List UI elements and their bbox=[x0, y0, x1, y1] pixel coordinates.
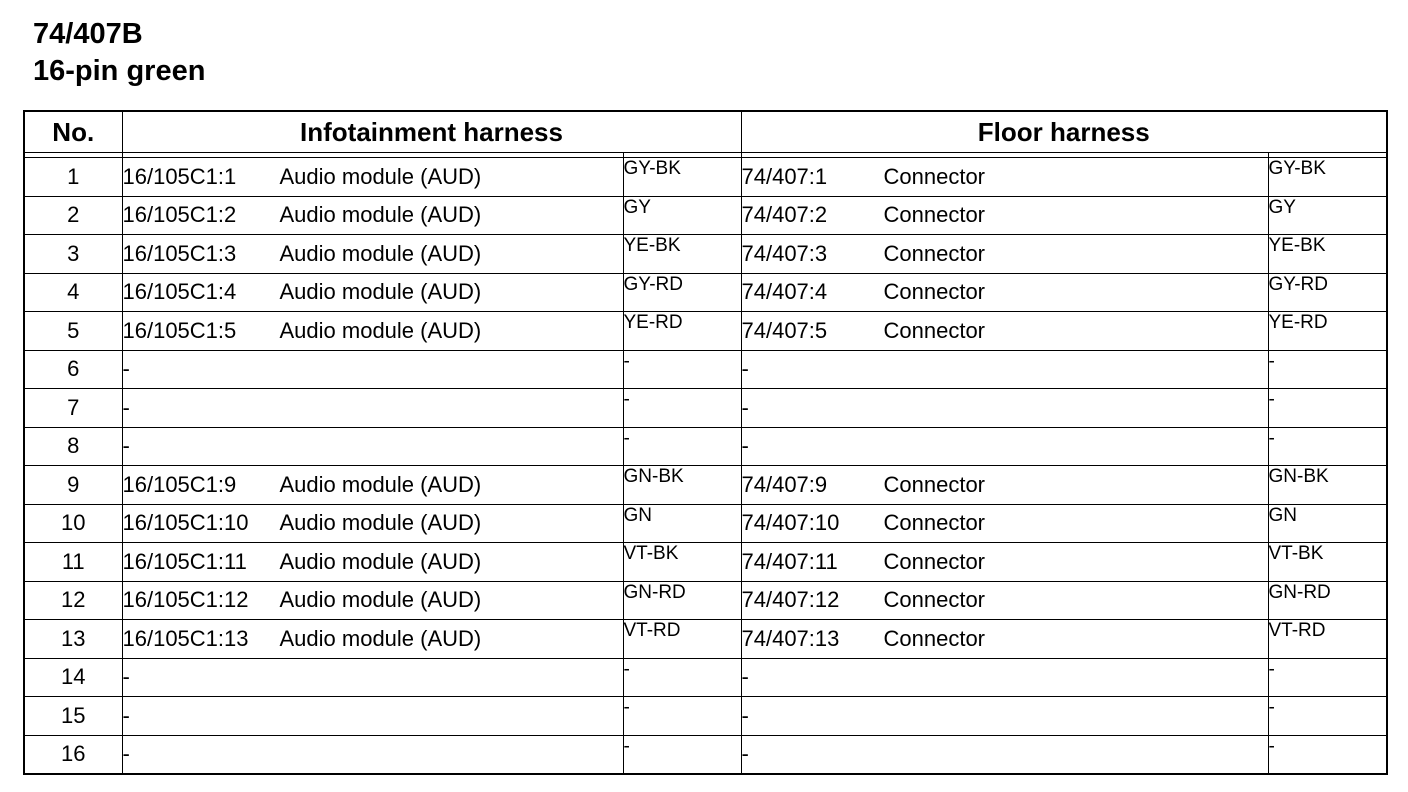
table-row bbox=[24, 735, 1387, 774]
pin-number: 4 bbox=[24, 273, 122, 312]
document-title bbox=[33, 16, 205, 90]
floor-pin-id: 74/407:3 bbox=[741, 240, 828, 266]
header-floor-harness: Floor harness bbox=[741, 111, 1387, 153]
infotainment-wire-color: YE-BK bbox=[623, 235, 741, 274]
table-row bbox=[24, 196, 1387, 235]
table-row bbox=[24, 350, 1387, 389]
infotainment-wire-color: YE-RD bbox=[623, 312, 741, 351]
infotainment-pin-id: - bbox=[122, 741, 130, 767]
infotainment-pin-cell bbox=[122, 158, 623, 197]
pin-number: 16 bbox=[24, 735, 122, 774]
infotainment-wire-color: - bbox=[623, 427, 741, 466]
pin-number: 5 bbox=[24, 312, 122, 351]
floor-pin-id: - bbox=[741, 702, 749, 728]
infotainment-pin-id: - bbox=[122, 433, 130, 459]
floor-wire-color: GN bbox=[1268, 504, 1387, 543]
infotainment-pin-description: Audio module (AUD) bbox=[279, 202, 482, 228]
infotainment-pin-cell bbox=[122, 658, 623, 697]
infotainment-pin-id: - bbox=[122, 664, 130, 690]
floor-pin-cell bbox=[741, 620, 1268, 659]
floor-pin-cell bbox=[741, 697, 1268, 736]
table-row bbox=[24, 158, 1387, 197]
infotainment-pin-id: 16/105C1:10 bbox=[122, 510, 249, 536]
infotainment-pin-cell bbox=[122, 350, 623, 389]
pin-number: 6 bbox=[24, 350, 122, 389]
table-header-row bbox=[24, 111, 1387, 153]
floor-pin-cell bbox=[741, 273, 1268, 312]
floor-pin-cell bbox=[741, 543, 1268, 582]
table-body bbox=[24, 158, 1387, 775]
pin-number: 2 bbox=[24, 196, 122, 235]
floor-wire-color: GN-BK bbox=[1268, 466, 1387, 505]
floor-pin-id: 74/407:11 bbox=[741, 548, 838, 574]
infotainment-pin-id: 16/105C1:1 bbox=[122, 163, 237, 189]
infotainment-wire-color: GY-BK bbox=[623, 158, 741, 197]
infotainment-pin-cell bbox=[122, 389, 623, 428]
infotainment-pin-cell bbox=[122, 620, 623, 659]
floor-pin-id: - bbox=[741, 356, 749, 382]
infotainment-wire-color: - bbox=[623, 389, 741, 428]
pin-number: 1 bbox=[24, 158, 122, 197]
floor-wire-color: - bbox=[1268, 658, 1387, 697]
table-row bbox=[24, 389, 1387, 428]
infotainment-wire-color: - bbox=[623, 735, 741, 774]
infotainment-wire-color: - bbox=[623, 658, 741, 697]
floor-pin-id: 74/407:12 bbox=[741, 587, 840, 613]
floor-pin-cell bbox=[741, 196, 1268, 235]
infotainment-pin-description: Audio module (AUD) bbox=[279, 471, 482, 497]
infotainment-wire-color: GN-BK bbox=[623, 466, 741, 505]
infotainment-pin-cell bbox=[122, 427, 623, 466]
infotainment-pin-id: 16/105C1:9 bbox=[122, 471, 237, 497]
infotainment-pin-id: 16/105C1:12 bbox=[122, 587, 249, 613]
infotainment-pin-cell bbox=[122, 235, 623, 274]
floor-pin-cell bbox=[741, 158, 1268, 197]
table-row bbox=[24, 620, 1387, 659]
connector-subtitle: 16-pin green bbox=[33, 55, 206, 87]
floor-wire-color: YE-RD bbox=[1268, 312, 1387, 351]
infotainment-pin-cell bbox=[122, 466, 623, 505]
infotainment-pin-description: Audio module (AUD) bbox=[279, 510, 482, 536]
infotainment-pin-id: - bbox=[122, 394, 130, 420]
infotainment-pin-id: - bbox=[122, 356, 130, 382]
infotainment-pin-id: 16/105C1:4 bbox=[122, 279, 237, 305]
floor-wire-color: - bbox=[1268, 389, 1387, 428]
floor-pin-description: Connector bbox=[883, 471, 986, 497]
infotainment-pin-description: Audio module (AUD) bbox=[279, 163, 482, 189]
floor-pin-description: Connector bbox=[883, 279, 986, 305]
floor-pin-id: 74/407:10 bbox=[741, 510, 840, 536]
infotainment-pin-cell bbox=[122, 697, 623, 736]
pin-number: 14 bbox=[24, 658, 122, 697]
floor-pin-description: Connector bbox=[883, 625, 986, 651]
table-row bbox=[24, 235, 1387, 274]
table-row bbox=[24, 273, 1387, 312]
infotainment-wire-color: GY-RD bbox=[623, 273, 741, 312]
table-row bbox=[24, 312, 1387, 351]
floor-pin-cell bbox=[741, 312, 1268, 351]
table-row bbox=[24, 427, 1387, 466]
floor-pin-description: Connector bbox=[883, 163, 986, 189]
infotainment-pin-description: Audio module (AUD) bbox=[279, 317, 482, 343]
floor-pin-id: 74/407:5 bbox=[741, 317, 828, 343]
floor-wire-color: GY bbox=[1268, 196, 1387, 235]
infotainment-pin-cell bbox=[122, 196, 623, 235]
infotainment-wire-color: GY bbox=[623, 196, 741, 235]
pin-number: 13 bbox=[24, 620, 122, 659]
floor-pin-cell bbox=[741, 581, 1268, 620]
pin-number: 3 bbox=[24, 235, 122, 274]
floor-pin-cell bbox=[741, 350, 1268, 389]
infotainment-pin-cell bbox=[122, 735, 623, 774]
infotainment-wire-color: - bbox=[623, 697, 741, 736]
floor-wire-color: VT-RD bbox=[1268, 620, 1387, 659]
floor-pin-cell bbox=[741, 658, 1268, 697]
floor-pin-description: Connector bbox=[883, 317, 986, 343]
floor-wire-color: GN-RD bbox=[1268, 581, 1387, 620]
floor-pin-cell bbox=[741, 735, 1268, 774]
infotainment-wire-color: - bbox=[623, 350, 741, 389]
header-infotainment-harness: Infotainment harness bbox=[122, 111, 741, 153]
infotainment-pin-id: 16/105C1:11 bbox=[122, 548, 247, 574]
infotainment-wire-color: GN-RD bbox=[623, 581, 741, 620]
floor-pin-cell bbox=[741, 235, 1268, 274]
floor-pin-cell bbox=[741, 466, 1268, 505]
floor-pin-description: Connector bbox=[883, 240, 986, 266]
floor-pin-id: 74/407:1 bbox=[741, 163, 828, 189]
infotainment-pin-id: 16/105C1:2 bbox=[122, 202, 237, 228]
floor-wire-color: YE-BK bbox=[1268, 235, 1387, 274]
floor-pin-id: 74/407:2 bbox=[741, 202, 828, 228]
infotainment-wire-color: VT-BK bbox=[623, 543, 741, 582]
table-row bbox=[24, 504, 1387, 543]
pin-number: 15 bbox=[24, 697, 122, 736]
header-no: No. bbox=[24, 111, 122, 153]
floor-pin-id: - bbox=[741, 433, 749, 459]
floor-wire-color: GY-RD bbox=[1268, 273, 1387, 312]
floor-pin-description: Connector bbox=[883, 202, 986, 228]
pin-number: 10 bbox=[24, 504, 122, 543]
table-row bbox=[24, 658, 1387, 697]
infotainment-pin-description: Audio module (AUD) bbox=[279, 279, 482, 305]
floor-pin-cell bbox=[741, 427, 1268, 466]
connector-id: 74/407B bbox=[33, 18, 143, 50]
pin-number: 7 bbox=[24, 389, 122, 428]
floor-pin-id: 74/407:4 bbox=[741, 279, 828, 305]
floor-pin-id: - bbox=[741, 664, 749, 690]
floor-wire-color: GY-BK bbox=[1268, 158, 1387, 197]
floor-pin-cell bbox=[741, 389, 1268, 428]
infotainment-pin-cell bbox=[122, 581, 623, 620]
table-row bbox=[24, 466, 1387, 505]
infotainment-wire-color: GN bbox=[623, 504, 741, 543]
infotainment-pin-cell bbox=[122, 273, 623, 312]
infotainment-pin-cell bbox=[122, 504, 623, 543]
infotainment-pin-cell bbox=[122, 312, 623, 351]
pin-number: 8 bbox=[24, 427, 122, 466]
floor-wire-color: - bbox=[1268, 350, 1387, 389]
floor-pin-id: - bbox=[741, 394, 749, 420]
pin-number: 9 bbox=[24, 466, 122, 505]
floor-wire-color: - bbox=[1268, 735, 1387, 774]
infotainment-pin-id: - bbox=[122, 702, 130, 728]
floor-wire-color: - bbox=[1268, 697, 1387, 736]
floor-pin-id: 74/407:9 bbox=[741, 471, 828, 497]
pin-assignment-table bbox=[23, 110, 1388, 775]
table-row bbox=[24, 697, 1387, 736]
infotainment-pin-description: Audio module (AUD) bbox=[279, 548, 482, 574]
pin-number: 12 bbox=[24, 581, 122, 620]
floor-pin-description: Connector bbox=[883, 587, 986, 613]
floor-wire-color: - bbox=[1268, 427, 1387, 466]
infotainment-wire-color: VT-RD bbox=[623, 620, 741, 659]
floor-pin-description: Connector bbox=[883, 510, 986, 536]
floor-pin-id: 74/407:13 bbox=[741, 625, 840, 651]
floor-pin-description: Connector bbox=[883, 548, 986, 574]
floor-pin-cell bbox=[741, 504, 1268, 543]
infotainment-pin-description: Audio module (AUD) bbox=[279, 587, 482, 613]
infotainment-pin-id: 16/105C1:13 bbox=[122, 625, 249, 651]
infotainment-pin-id: 16/105C1:5 bbox=[122, 317, 237, 343]
floor-pin-id: - bbox=[741, 741, 749, 767]
infotainment-pin-description: Audio module (AUD) bbox=[279, 240, 482, 266]
pin-number: 11 bbox=[24, 543, 122, 582]
table-row bbox=[24, 581, 1387, 620]
infotainment-pin-id: 16/105C1:3 bbox=[122, 240, 237, 266]
infotainment-pin-description: Audio module (AUD) bbox=[279, 625, 482, 651]
table-row bbox=[24, 543, 1387, 582]
infotainment-pin-cell bbox=[122, 543, 623, 582]
floor-wire-color: VT-BK bbox=[1268, 543, 1387, 582]
